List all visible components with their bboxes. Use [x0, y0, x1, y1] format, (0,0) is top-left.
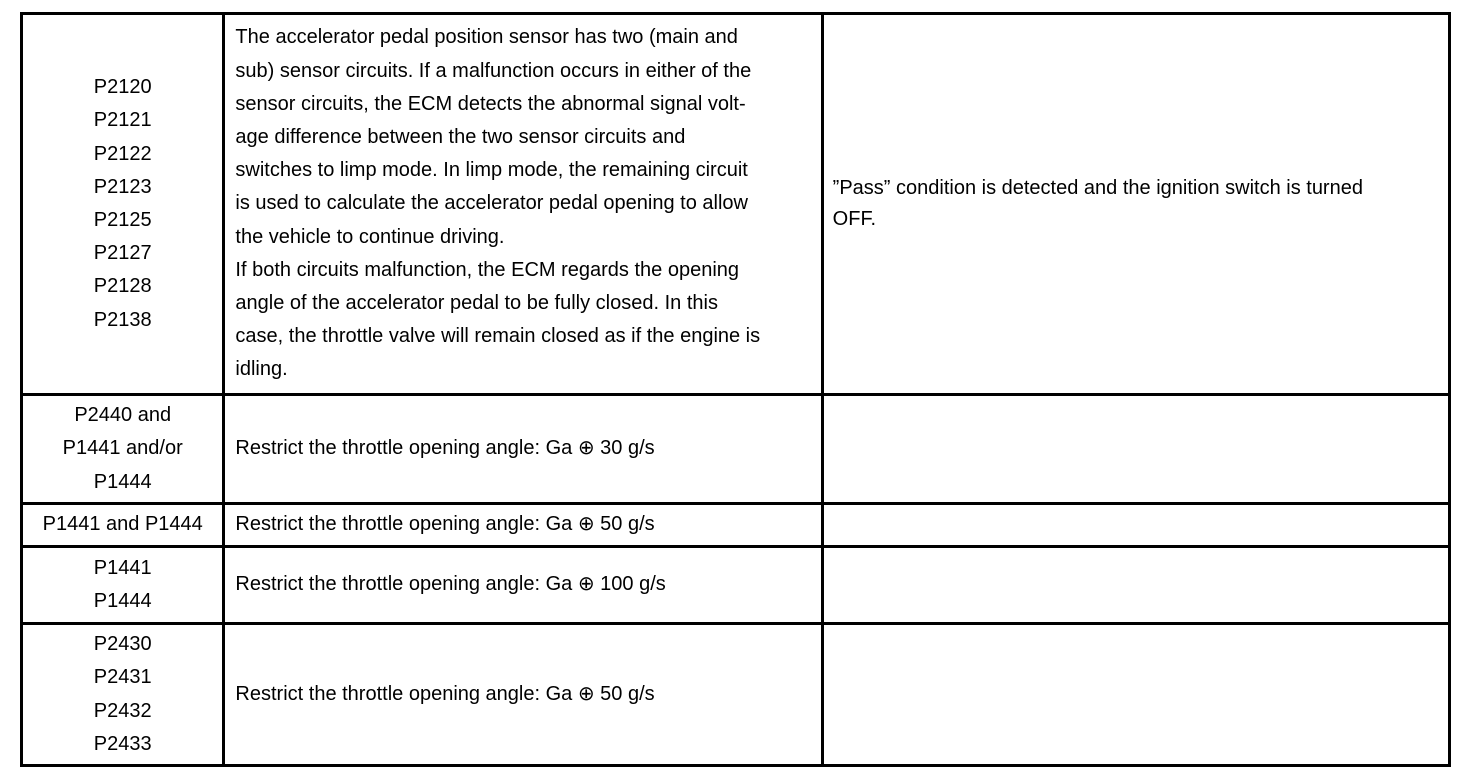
description-line: idling. [235, 358, 288, 381]
deactivation-condition-cell [822, 624, 1449, 766]
deactivation-condition-cell [822, 395, 1449, 504]
fail-safe-table [20, 12, 1451, 767]
deactivation-condition-cell [822, 547, 1449, 624]
dtc-code: P2431 [93, 666, 152, 689]
description-line: is used to calculate the accelerator pedal opening to allow [235, 192, 748, 215]
deactivation-condition-cell [822, 14, 1449, 395]
dtc-code: P2125 [93, 209, 152, 231]
fail-safe-description-cell [224, 504, 822, 547]
table-row [22, 395, 1450, 504]
dtc-code: P2120 [93, 76, 152, 99]
description-line: angle of the accelerator pedal to be fully closed. In this [235, 292, 718, 314]
fail-safe-description-cell [224, 395, 822, 504]
dtc-code: P2127 [93, 242, 152, 265]
dtc-code: P2432 [93, 699, 152, 722]
condition-line: OFF. [832, 208, 877, 230]
description-line: The accelerator pedal position sensor has two (main and [235, 26, 738, 49]
table-row [22, 504, 1450, 547]
dtc-code: P2433 [93, 732, 152, 755]
description-line: Restrict the throttle opening angle: Ga ⊕ 100 g/s [235, 573, 666, 596]
description-line: Restrict the throttle opening angle: Ga ⊕ 50 g/s [235, 682, 655, 705]
dtc-code: P2123 [93, 175, 152, 198]
dtc-code-cell [22, 395, 224, 504]
dtc-code: P1441 and P1444 [42, 513, 203, 536]
fail-safe-description-cell [224, 624, 822, 766]
description-line: case, the throttle valve will remain closed as if the engine is [235, 325, 761, 348]
description-line: age difference between the two sensor circuits and [235, 125, 686, 148]
description-line: Restrict the throttle opening angle: Ga ⊕ 50 g/s [235, 513, 655, 536]
dtc-code: P2430 [93, 633, 152, 656]
table-row [22, 14, 1450, 395]
description-line: sub) sensor circuits. If a malfunction occurs in either of the [235, 59, 752, 82]
dtc-code-cell [22, 504, 224, 547]
dtc-code: P1444 [93, 470, 152, 493]
dtc-code: P1441 and/or [62, 437, 183, 460]
dtc-code-cell [22, 547, 224, 624]
dtc-code-cell [22, 624, 224, 766]
deactivation-condition-cell [822, 504, 1449, 547]
description-line: switches to limp mode. In limp mode, the remaining circuit [235, 159, 748, 182]
condition-line: ”Pass” condition is detected and the ignition switch is turned [832, 177, 1363, 199]
table-row [22, 547, 1450, 624]
dtc-code: P2121 [93, 109, 152, 132]
table-row [22, 624, 1450, 766]
description-line: sensor circuits, the ECM detects the abnormal signal volt- [235, 92, 746, 115]
fail-safe-description-cell [224, 14, 822, 395]
description-line: Restrict the throttle opening angle: Ga ⊕ 30 g/s [235, 437, 655, 460]
fail-safe-description-cell [224, 547, 822, 624]
dtc-code: P2440 and [74, 404, 172, 427]
description-line: If both circuits malfunction, the ECM regards the opening [235, 258, 740, 281]
dtc-code: P2128 [93, 275, 152, 298]
dtc-code: P2138 [93, 308, 152, 331]
dtc-code: P1444 [93, 590, 152, 612]
dtc-code-cell [22, 14, 224, 395]
description-line: the vehicle to continue driving. [235, 225, 505, 248]
dtc-code: P2122 [93, 142, 152, 165]
dtc-code: P1441 [93, 556, 152, 579]
